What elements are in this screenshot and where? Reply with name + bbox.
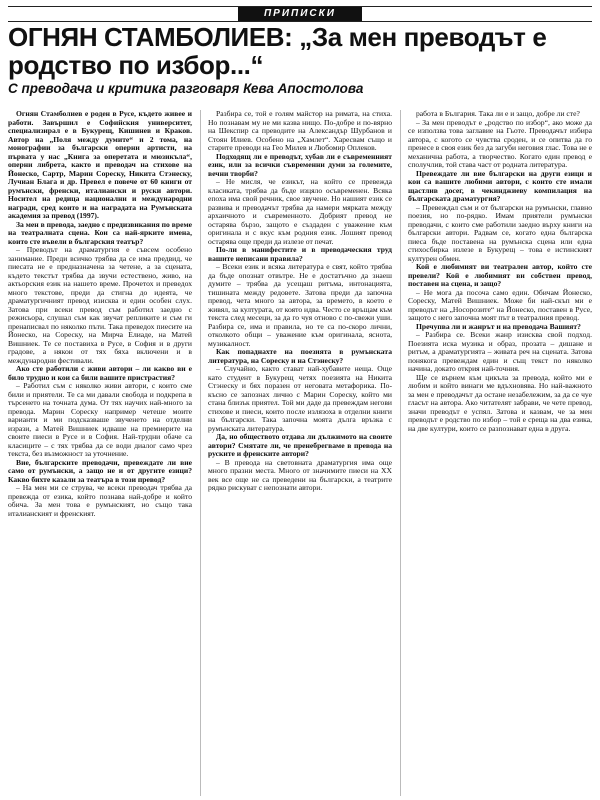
interview-answer: – За мен преводът е „родство по избор“, ако може да се използва това заглавие на Гьоте. Преводачът избира автора, с когото се чувства сроден, и се опитва да го пренесе в своя език без да загуби неговия глас. Това не е механична работа, а творчество. Когато един превод е сполучлив, той става част от родната литература.	[408, 117, 592, 169]
interview-answer: – Разбира се. Всеки жанр изисква свой подход. Поезията иска музика и образ, прозата – дишане и ритъм, а драматургията – живата реч на сцената. Затова понякога превеждам един и същ текст по няколко начина, докато открия най-точния.	[408, 330, 592, 373]
interview-question: Подходящ ли е преводът, хубав ли е съвременният език, или за всички съвременни думи за големите, вечни творби?	[208, 151, 392, 178]
interview-answer: – Превеждал съм и от български на румънски, главно поезия, но по-рядко. Имам приятели румънски преводачи, с които сме работили заедно върху книги на български автори. Радвам се, когато една българска пиеса бъде поставена на румънска сцена или една стихосбирка излезе в Букурещ – това е истинският културен обмен.	[408, 202, 592, 263]
interview-answer: Разбира се, той е голям майстор на римата, на стиха. Но познавам му не ми казва нищо. По-добре и по-вярно на Шекспир са преводите на Александър Шурбанов и Стоян Илиев. Особено на „Хамлет“. Харесвам също и старите преводи на Гео Милев и Любомир Оплеков.	[208, 110, 392, 152]
subheadline: С преводача и критика разговаря Кева Апостолова	[8, 81, 364, 96]
interview-question: Кой е любимият ви театрален автор, който сте превели? Кой е любимият ви собствен превод, поставен на сцена, и защо?	[408, 262, 592, 288]
section-header-bar	[8, 6, 592, 22]
interview-answer: – В превода на световната драматургия има още много празни места. Много от значимите пиеси на ХХ век все още не са преведени на български, а театрите рядко рискуват с непознати автори.	[208, 457, 392, 492]
article-column-2	[208, 110, 392, 796]
interview-answer: – На мен ми се струва, че всеки преводач трябва да превежда от езика, който познава най-добре и който обича. За мен това е румънският, но също така италианският и френският.	[8, 483, 192, 518]
article-column-1	[8, 110, 192, 796]
interview-answer: – Случайно, както стават най-хубавите неща. Още като студент в Букурещ четях поезията на Никита Стэнеску и бях поразен от неговата метафорика. По-късно се запознах лично с Марин Сореску, който ми стана близък приятел. Той ми даде да превеждам негови стихове и пиеси, които после излязоха в отделни книги на български. Така започна моята дълга връзка с румънската литература.	[208, 364, 392, 433]
section-tag: ПРИПИСКИ	[238, 7, 362, 21]
interview-question: По-ли в манифестите и в преводаческия труд вашите неписани правила?	[208, 245, 392, 263]
interview-question: Как попаднахте на поезията в румънската литература, на Сореску и на Стэнеску?	[208, 347, 392, 365]
interview-answer: работа в България. Така ли е и защо, добре ли сте?	[416, 110, 580, 118]
headline: ОГНЯН СТАМБОЛИЕВ: „За мен преводът е родство по избор...“	[8, 22, 547, 80]
article-column-3	[408, 110, 592, 796]
column-divider	[200, 110, 201, 796]
interview-question: Да, но обществото отдава ли дължимото на своите автори? Смятате ли, че пренебрегваме в превода на руските и френските автори?	[208, 432, 392, 458]
interview-answer: – Работил съм с няколко живи автори, с които сме били и приятели. Те са ми давали свобода и подкрепа в търсенето на точната дума. От тях научих най-много за превода. Марин Сореску например четеше моите варианти и ми подсказваше звученето на отделни изрази, а Матей Вишниек идваше на премиерите на своите пиеси в Русе и в София. Най-трудни обаче са класиците – с тях трябва да се води диалог само чрез текста, без възможност за уточнение.	[8, 381, 192, 458]
column-divider	[400, 110, 401, 796]
interview-question: Пречупва ли и жанрът и на преводача Вашият?	[416, 321, 581, 331]
interview-answer: – Всеки език и всяка литература е свят, който трябва да бъде опознат отвътре. Не е достатъчно да знаеш думите – трябва да усещаш ритъма, интонацията, тишината между редовете. Затова преди да започна превод, чета много за автора, за времето, в което е живял, за културата, от която идва. Често се връщам към текста след месеци, за да го чуя отново с по-свежи уши. Разбира се, има и правила, но те са по-скоро лични, отколкото общи – уважение към оригинала, яснота, музикалност.	[208, 262, 392, 348]
article-columns	[8, 110, 592, 796]
interview-answer: – Не мога да посоча само един. Обичам Йонеско, Сореску, Матей Вишниек. Може би най-скъп ми е преводът на „Носорозите“ на Йонеско, поставен в Русе, защото с него започна моят път в театралния превод.	[408, 287, 592, 322]
interview-question: За мен в превода, заедно с предизвикания по време на театралната сцена. Кои са най-ярките имена, които сте въвели в българския театър?	[8, 219, 192, 246]
interview-answer: – Преводът на драматургия е съвсем особено занимание. Преди всичко трябва да се има предвид, че пиесата не е предназначена за четене, а за сцената, където текстът трябва да звучи естествено, живо, на актьорския език на нашето време. Прочетох и преведох много текстове, преди да стигна до идеята, че драматургичният превод изисква и един особен слух. Затова при всеки превод съм работил заедно с режисьора, слушал съм как звучат репликите и съм ги пренаписвал по няколко пъти. Така преведох пиесите на Йонеско, на Сореску, на Мирча Елиаде, на Матей Вишниек. Те се поставиха в Русе, в София и в други градове, а някои от тях бяха включени и в международни фестивали.	[8, 245, 192, 365]
interview-question: Превеждате ли вие български на други езици и кои са вашите любими автори, с които сте имали щастлив досег, в чекинджиеву компилация на българската драматургия?	[408, 168, 592, 203]
interview-question: Ако сте работили с живи автори – ли какво ви е било трудно и кои са били вашите пристрастия?	[8, 364, 192, 382]
interview-answer: – Не мисля, че езикът, на който се превежда класиката, трябва да бъде изцяло осъвременен. Всяка епоха има свой речник, свое звучене. Но нашият език се развива и преводачът трябва да намери мярката между архаичното и съвременното. Добрият превод не остарява бързо, защото е създаден с уважение към оригинала и с вкус към родния език. Лошият превод остарява още преди да излезе от печат.	[208, 177, 392, 246]
article-intro: Огнян Стамболиев е роден в Русе, където живее и работи. Завършил е Софийския университет, специализирал е в Букурещ, Кишинев и Краков. Автор на „Поля между думите“ и 2 тома, на монографии за български оперни артисти, на първата у нас „Книга за оперетата и мюзикъла“, оперни либрета, както и преводач на стихове на Йонеско, Сартр, Марин Сореску, Никита Стэнеску, Лучиан Блага и др. Превел е повече от 60 книги от румънски, френски, италиански и руски автори. Носител на редица национални и международни награди, сред които и на наградата на Румънската академия за превод (1997).	[8, 110, 192, 220]
interview-answer: Ще се върнем към цикъла за превода, който ми е любим и който винаги ме вдъхновява. Но най-важното за мен е преводачът да остане незабележим, за да се чуе гласът на автора. Ако читателят забрави, че чете превод, значи преводът е успял. Затова и казвам, че за мен преводът е родство по избор – той е среща на два езика, на две култури, които се разпознават една в друга.	[408, 372, 592, 433]
interview-question: Вие, българските преводачи, превеждате ли вие само от румънски, а защо не и от другите езици? Какво бихте казали за театъра в този превод?	[8, 457, 192, 484]
newspaper-page	[8, 6, 592, 796]
